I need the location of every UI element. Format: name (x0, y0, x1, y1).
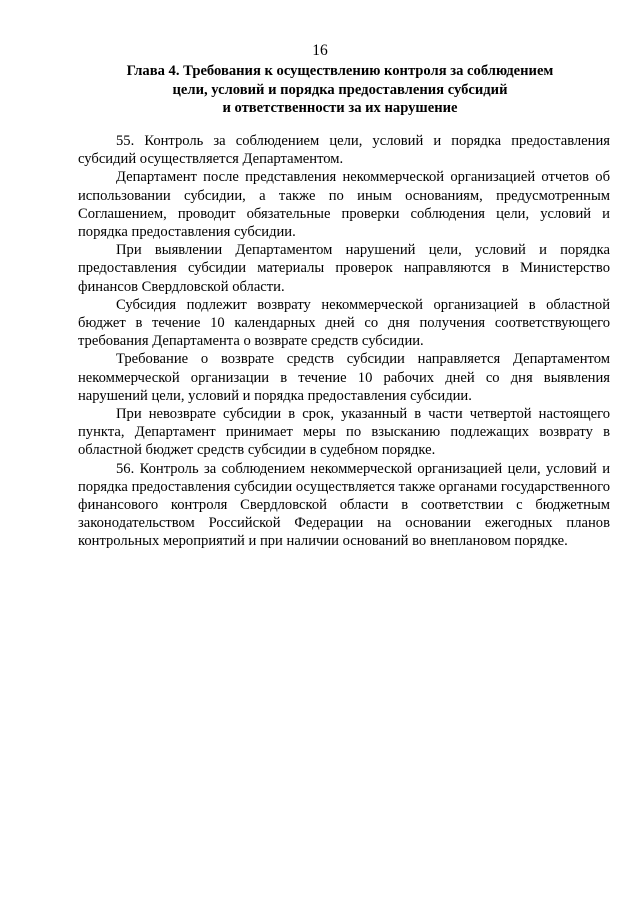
paragraph-56: 56. Контроль за соблюдением некоммерческой организацией цели, условий и порядка предоставления субсидии осуществляется также органами государственного финансового контроля Свердловской области в соответствии с бюджетным законодательством Российской Федерации на основании ежегодных планов контрольных мероприятий и при наличии оснований во внеплановом порядке. (78, 460, 610, 550)
chapter-title-line: Глава 4. Требования к осуществлению контроля за соблюдением (126, 63, 554, 79)
chapter-title-line: цели, условий и порядка предоставления субсидий (172, 81, 508, 98)
chapter-title-line: и ответственности за их нарушение (222, 100, 458, 116)
paragraph: Требование о возврате средств субсидии направляется Департаментом некоммерческой организации в течение 10 рабочих дней со дня выявления нарушений цели, условий и порядка предоставления субсидии. (78, 351, 610, 404)
paragraph: Субсидия подлежит возврату некоммерческой организацией в областной бюджет в течение 10 календарных дней со дня получения соответствующего требования Департамента о возврате средств субсидии. (78, 296, 610, 350)
paragraph-55: 55. Контроль за соблюдением цели, условий и порядка предоставления субсидий осуществляется Департаментом. (78, 133, 610, 168)
document-body (78, 132, 610, 551)
paragraph: При невозврате субсидии в срок, указанный в части четвертой настоящего пункта, Департамент принимает меры по взысканию подлежащих возврату в областной бюджет средств субсидии в судебном порядке. (78, 406, 610, 459)
paragraph: При выявлении Департаментом нарушений цели, условий и порядка предоставления субсидии материалы проверок направляются в Министерство финансов Свердловской области. (78, 242, 610, 295)
chapter-title (70, 62, 610, 118)
page-number: 16 (312, 42, 328, 59)
paragraph: Департамент после представления некоммерческой организацией отчетов об использовании субсидии, а также по иным основаниям, предусмотренным Соглашением, проводит обязательные проверки соблюдения цели, условий и порядка предоставления субсидии. (78, 169, 610, 241)
